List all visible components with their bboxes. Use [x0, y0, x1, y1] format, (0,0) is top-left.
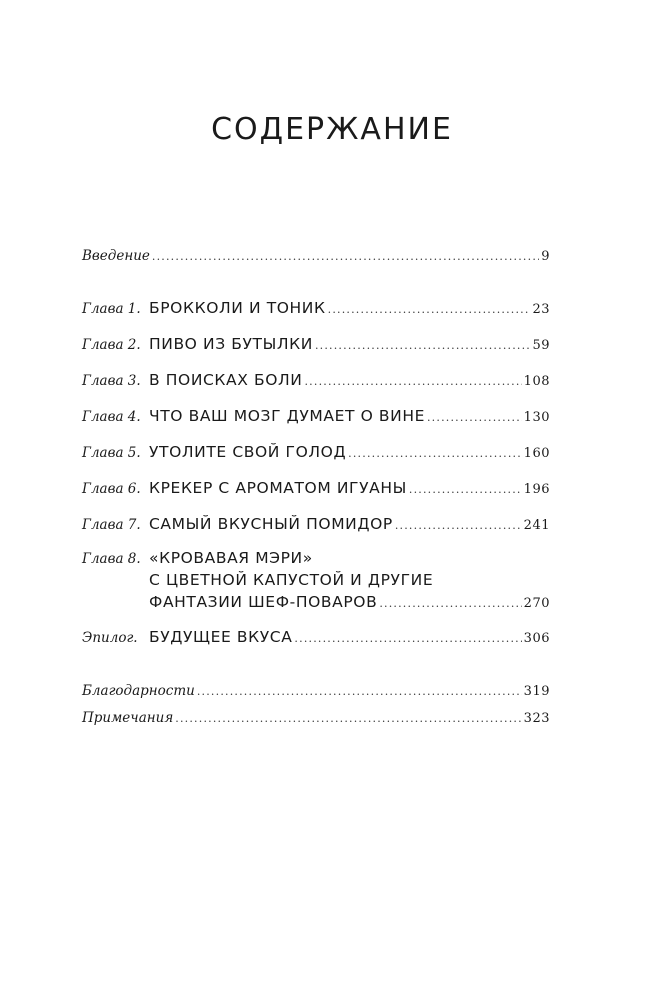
leader-dots	[304, 375, 521, 388]
leader-dots	[348, 447, 522, 460]
chapter-title: В ПОИСКАХ БОЛИ	[149, 371, 303, 389]
chapter-label: Глава 3.	[82, 373, 141, 389]
page-number: 130	[523, 410, 550, 425]
page-number: 319	[523, 684, 550, 699]
leader-dots	[395, 519, 522, 532]
toc-entry-intro[interactable]	[82, 248, 550, 264]
entry-label: Благодарности	[82, 683, 195, 699]
chapter-label: Глава 4.	[82, 409, 141, 425]
toc-entry-epilogue[interactable]	[82, 628, 550, 646]
toc-entry-chapter-6[interactable]	[82, 479, 550, 497]
chapter-label: Глава 8.	[82, 551, 141, 567]
page-number: 241	[523, 518, 550, 533]
page-title: СОДЕРЖАНИЕ	[211, 112, 453, 147]
page-number: 9	[541, 249, 550, 264]
leader-dots	[427, 411, 522, 424]
chapter-label: Глава 2.	[82, 337, 141, 353]
epilogue-title: БУДУЩЕЕ ВКУСА	[149, 628, 293, 646]
page-number: 270	[523, 596, 550, 611]
chapter-title-line: ФАНТАЗИИ ШЕФ-ПОВАРОВ	[149, 593, 378, 611]
chapter-label: Глава 6.	[82, 481, 141, 497]
leader-dots	[175, 712, 521, 725]
entry-label: Введение	[82, 248, 150, 264]
page-number: 160	[523, 446, 550, 461]
chapter-title-line: «КРОВАВАЯ МЭРИ»	[149, 549, 313, 567]
toc-entry-chapter-3[interactable]	[82, 371, 550, 389]
chapter-title-last-line	[149, 591, 550, 613]
leader-dots	[197, 685, 522, 698]
chapter-title: КРЕКЕР С АРОМАТОМ ИГУАНЫ	[149, 479, 407, 497]
toc-entry-notes[interactable]	[82, 710, 550, 726]
chapter-title-line: С ЦВЕТНОЙ КАПУСТОЙ И ДРУГИЕ	[149, 571, 434, 589]
chapter-title: ЧТО ВАШ МОЗГ ДУМАЕТ О ВИНЕ	[149, 407, 425, 425]
toc-entry-chapter-4[interactable]	[82, 407, 550, 425]
leader-dots	[379, 597, 521, 610]
page-number: 23	[532, 302, 550, 317]
chapter-title-block	[149, 547, 550, 613]
leader-dots	[315, 339, 531, 352]
chapter-title: УТОЛИТЕ СВОЙ ГОЛОД	[149, 443, 347, 461]
page-number: 108	[523, 374, 550, 389]
chapter-label: Глава 7.	[82, 517, 141, 533]
toc-entry-acknowledgements[interactable]	[82, 683, 550, 699]
entry-label: Примечания	[82, 710, 174, 726]
chapter-title: БРОККОЛИ И ТОНИК	[149, 299, 326, 317]
toc-entry-chapter-1[interactable]	[82, 299, 550, 317]
toc-entry-chapter-7[interactable]	[82, 515, 550, 533]
chapter-label: Глава 1.	[82, 301, 141, 317]
chapter-title: ПИВО ИЗ БУТЫЛКИ	[149, 335, 313, 353]
page-number: 59	[532, 338, 550, 353]
leader-dots	[409, 483, 522, 496]
leader-dots	[294, 632, 521, 645]
page-number: 196	[523, 482, 550, 497]
leader-dots	[152, 250, 539, 263]
page-number: 306	[523, 631, 550, 646]
toc-entry-chapter-2[interactable]	[82, 335, 550, 353]
toc-entry-chapter-5[interactable]	[82, 443, 550, 461]
chapter-label: Глава 5.	[82, 445, 141, 461]
leader-dots	[328, 303, 531, 316]
page-number: 323	[523, 711, 550, 726]
toc-entry-chapter-8[interactable]	[82, 547, 550, 613]
chapter-title: САМЫЙ ВКУСНЫЙ ПОМИДОР	[149, 515, 393, 533]
epilogue-label: Эпилог.	[82, 630, 138, 646]
